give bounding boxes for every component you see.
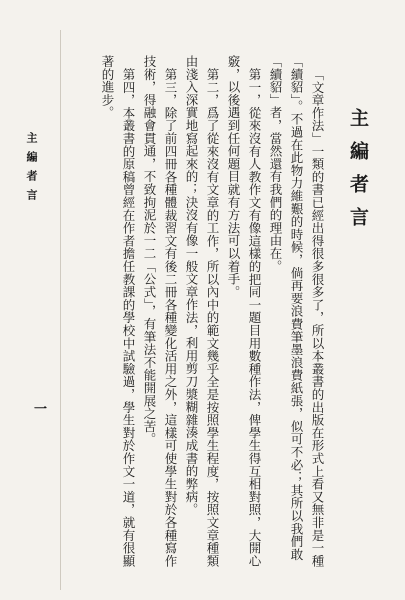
margin-rule xyxy=(60,30,61,590)
paragraph-point-1: 第一，從來沒有人教作文有像這樣的把同一題目用數種作法，俾學生得互相對照，大開心竅，以後遇到任何題目就有方法可以着手。 xyxy=(226,55,262,567)
body-text xyxy=(88,55,328,575)
page-title: 主編者言 xyxy=(347,108,369,240)
page-number: 一 xyxy=(34,402,48,417)
paragraph-point-2: 第二，爲了從來沒有文章的工作，所以內中的範文幾乎全是按照學生程度，按照文章種類由淺入深實地寫起來的；決沒有像一般文章作法，利用剪刀漿糊雜湊成書的弊病。 xyxy=(184,55,220,567)
running-header: 主編者言 xyxy=(25,132,38,208)
paragraph-intro: 「文章作法」一類的書已經出得很多很多了，所以本叢書的出版在形式上看又無非是一種「續貂」。不過在此物力維艱的時候，倘再要浪費筆墨浪費紙張，似可不必；其所以我們敢「續貂」者，當然還有我們的理由在。 xyxy=(268,55,325,567)
paragraph-point-3: 第三，除了前四冊各種體裁習文有後二冊各種變化活用之外，這樣可使學生對於各種寫作技術，得融會貫通，不致拘泥於一二「公式」，有筆法不能開展之苦。 xyxy=(142,55,178,567)
paragraph-point-4: 第四，本叢書的原稿曾經在作者擔任教課的學校中試驗過，學生對於作文一道，就有很顯著的進步。 xyxy=(100,55,136,567)
